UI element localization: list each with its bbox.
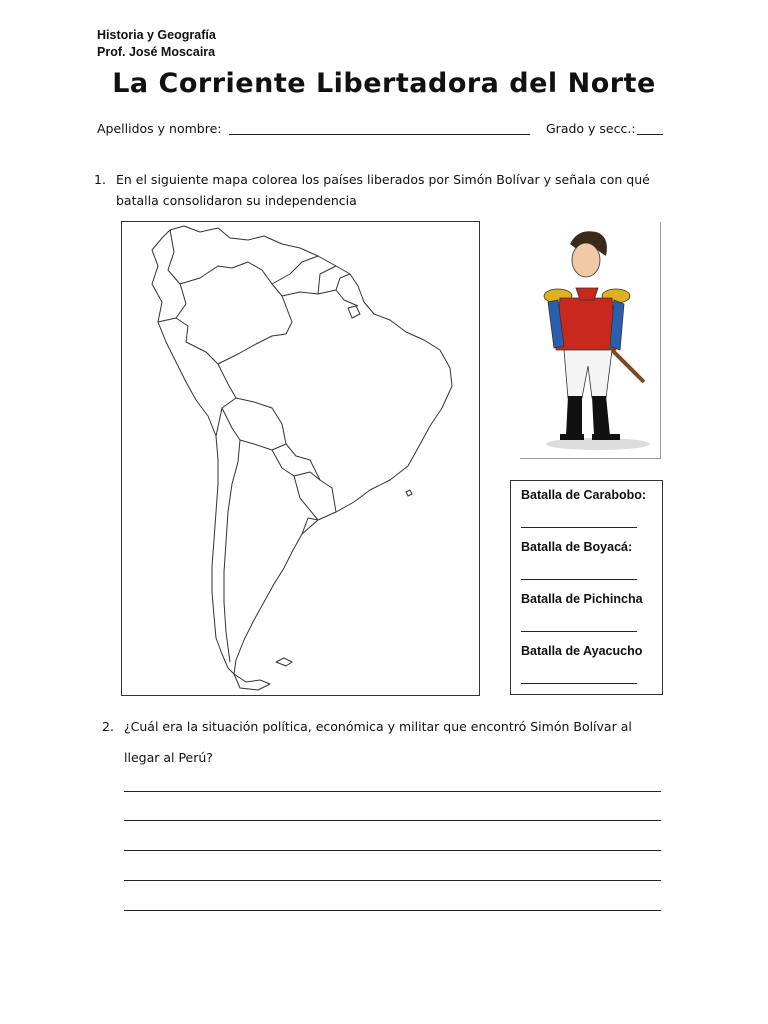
teacher-label: Prof. José Moscaira <box>97 45 216 59</box>
answer-line-4[interactable] <box>124 880 661 881</box>
answer-line-1[interactable] <box>124 791 661 792</box>
bolivar-figure-icon <box>520 222 660 458</box>
question-2-number: 2. <box>102 719 114 734</box>
question-1-line-1: En el siguiente mapa colorea los países liberados por Simón Bolívar y señala con qué <box>116 172 650 187</box>
battle-ayacucho-answer-line[interactable] <box>521 683 637 684</box>
answer-line-3[interactable] <box>124 850 661 851</box>
simon-bolivar-illustration <box>520 222 661 459</box>
answer-line-5[interactable] <box>124 910 661 911</box>
question-1-number: 1. <box>94 172 106 187</box>
south-america-outline <box>122 222 479 695</box>
battle-boyaca-label: Batalla de Boyacá: <box>521 540 633 554</box>
south-america-map <box>121 221 480 696</box>
question-2-line-1: ¿Cuál era la situación política, económica y militar que encontró Simón Bolívar al <box>124 719 632 734</box>
battle-boyaca-answer-line[interactable] <box>521 579 637 580</box>
battle-ayacucho-label: Batalla de Ayacucho <box>521 644 643 658</box>
battle-carabobo-label: Batalla de Carabobo: <box>521 488 647 502</box>
answer-line-2[interactable] <box>124 820 661 821</box>
name-answer-line[interactable] <box>229 134 530 135</box>
page-title: La Corriente Libertadora del Norte <box>112 68 656 99</box>
battle-pichincha-label: Batalla de Pichincha <box>521 592 643 606</box>
question-2-line-2: llegar al Perú? <box>124 750 213 765</box>
battle-pichincha-answer-line[interactable] <box>521 631 637 632</box>
battles-box <box>510 480 663 695</box>
battle-carabobo-answer-line[interactable] <box>521 527 637 528</box>
grade-field-label: Grado y secc.: <box>546 121 636 136</box>
grade-answer-line[interactable] <box>637 134 663 135</box>
name-field-label: Apellidos y nombre: <box>97 121 222 136</box>
subject-label: Historia y Geografía <box>97 28 216 42</box>
question-1-line-2: batalla consolidaron su independencia <box>116 193 357 208</box>
